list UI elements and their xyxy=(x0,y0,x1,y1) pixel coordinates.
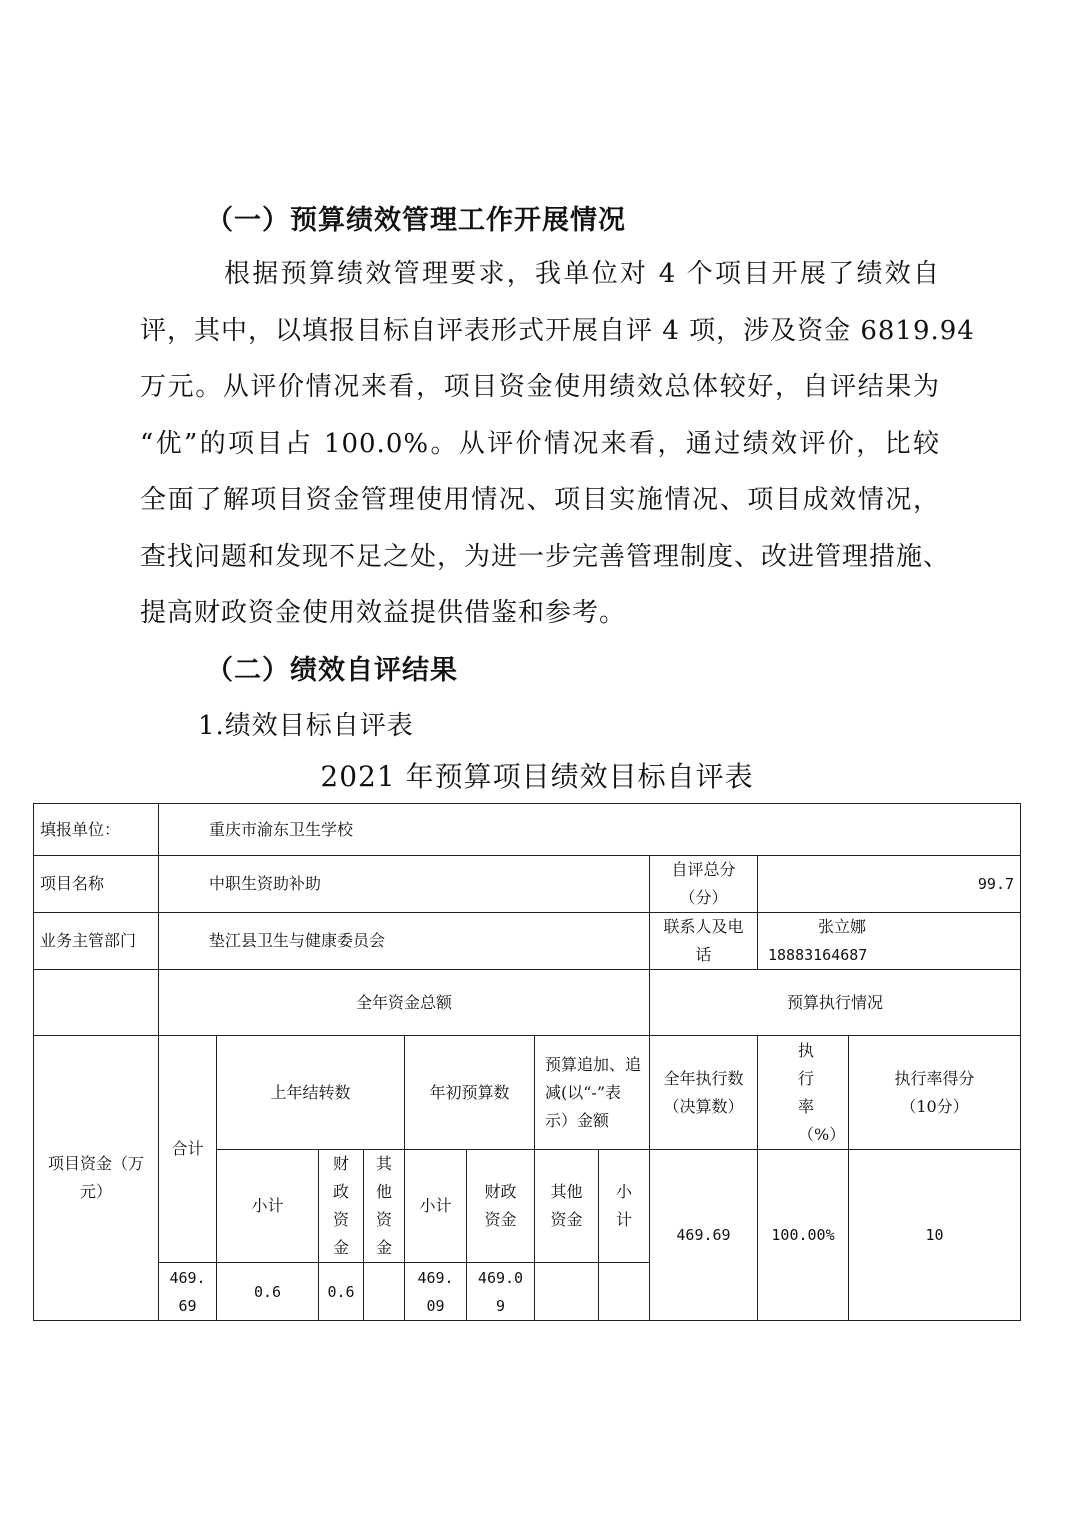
table-title: 2021 年预算项目绩效目标自评表 xyxy=(320,760,754,793)
carry-other-value xyxy=(364,1263,405,1321)
performance-evaluation-table xyxy=(33,803,1021,1321)
table-row xyxy=(34,1036,1021,1150)
annual-exec-value: 469.69 xyxy=(650,1150,758,1321)
carry-other-header: 其他资金 xyxy=(364,1150,405,1263)
exec-status-header: 预算执行情况 xyxy=(650,970,1021,1036)
project-fund-label: 项目资金（万元） xyxy=(34,1036,159,1321)
table-row xyxy=(34,913,1021,970)
contact-phone: 18883164687 xyxy=(768,946,868,964)
body-paragraph xyxy=(140,246,975,642)
paragraph-line: 评，其中，以填报目标自评表形式开展自评 4 项，涉及资金 6819.94 xyxy=(140,315,975,346)
subsection-heading: 1.绩效目标自评表 xyxy=(198,711,414,741)
filler-unit-label: 填报单位： xyxy=(34,804,159,856)
paragraph-line: “优”的项目占 100.0%。从评价情况来看，通过绩效评价，比较 xyxy=(140,428,940,459)
init-subtotal-header: 小计 xyxy=(405,1150,467,1263)
filler-unit-value: 重庆市渝东卫生学校 xyxy=(159,804,1021,856)
contact-value xyxy=(758,913,1021,970)
table-row xyxy=(34,856,1021,913)
total-header: 合计 xyxy=(159,1036,217,1263)
contact-name: 张立娜 xyxy=(818,917,867,936)
section-heading-1: （一）预算绩效管理工作开展情况 xyxy=(206,205,626,236)
exec-score-header: 执行率得分（10分） xyxy=(849,1036,1021,1150)
paragraph-line: 万元。从评价情况来看，项目资金使用绩效总体较好，自评结果为 xyxy=(140,372,940,402)
annual-total-header: 全年资金总额 xyxy=(159,970,650,1036)
self-score-value: 99.7 xyxy=(758,856,1021,913)
init-subtotal-value: 469.09 xyxy=(405,1263,467,1321)
adj-other-value xyxy=(535,1263,599,1321)
section-heading-2: （二）绩效自评结果 xyxy=(206,655,458,686)
paragraph-line: 查找问题和发现不足之处，为进一步完善管理制度、改进管理措施、 xyxy=(140,541,951,572)
annual-exec-header: 全年执行数（决算数） xyxy=(650,1036,758,1150)
adj-other-header: 其他资金 xyxy=(535,1150,599,1263)
self-score-label: 自评总分（分） xyxy=(650,856,758,913)
adjust-header: 预算追加、追减(以“-”表示）金额 xyxy=(535,1036,650,1150)
contact-label: 联系人及电话 xyxy=(650,913,758,970)
paragraph-line: 全面了解项目资金管理使用情况、项目实施情况、项目成效情况， xyxy=(140,485,940,515)
adj-subtotal-value xyxy=(599,1263,650,1321)
paragraph-line: 提高财政资金使用效益提供借鉴和参考。 xyxy=(140,598,627,628)
exec-score-value: 10 xyxy=(849,1150,1021,1321)
carry-fiscal-header: 财政资金 xyxy=(319,1150,364,1263)
carry-fiscal-value: 0.6 xyxy=(319,1263,364,1321)
project-name-value: 中职生资助补助 xyxy=(159,856,650,913)
carry-subtotal-header: 小计 xyxy=(217,1150,319,1263)
department-value: 垫江县卫生与健康委员会 xyxy=(159,913,650,970)
paragraph-line: 根据预算绩效管理要求，我单位对 4 个项目开展了绩效自 xyxy=(224,259,940,289)
init-fiscal-header: 财政资金 xyxy=(467,1150,535,1263)
initial-budget-header: 年初预算数 xyxy=(405,1036,535,1150)
table-row xyxy=(34,970,1021,1036)
carryover-header: 上年结转数 xyxy=(217,1036,405,1150)
exec-rate-header: 执行率（%） xyxy=(758,1036,849,1150)
carry-subtotal-value: 0.6 xyxy=(217,1263,319,1321)
table-row xyxy=(34,804,1021,856)
department-label: 业务主管部门 xyxy=(34,913,159,970)
exec-rate-value: 100.00% xyxy=(758,1150,849,1321)
init-fiscal-value: 469.09 xyxy=(467,1263,535,1321)
empty-cell xyxy=(34,970,159,1036)
total-value: 469.69 xyxy=(159,1263,217,1321)
adj-subtotal-header: 小计 xyxy=(599,1150,650,1263)
project-name-label: 项目名称 xyxy=(34,856,159,913)
